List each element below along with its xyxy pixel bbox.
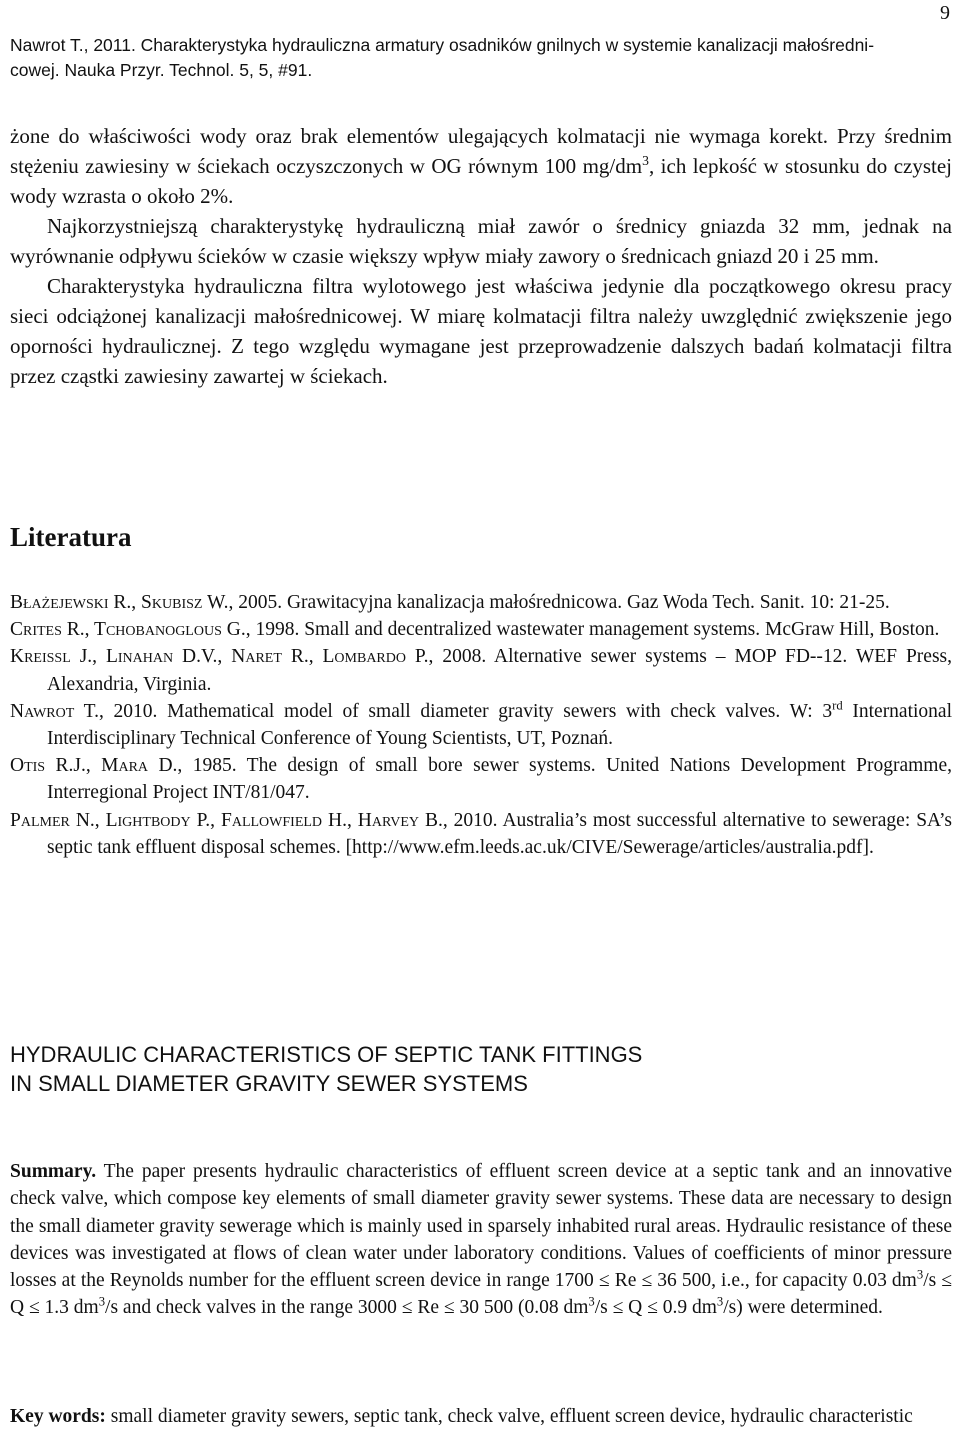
keywords: Key words: small diameter gravity sewers, septic tank, check valve, effluent screen device, hydraulic characteristic [10,1406,913,1427]
literature-heading: Literatura [10,522,132,552]
page-number: 9 [940,2,950,24]
reference-item: Otis R.J., Mara D., 1985. The design of small bore sewer systems. United Nations Development Programme, Interregional Project INT/81/047. [10,755,952,804]
summary-label: Summary. [10,1161,97,1182]
english-title-line-1: HYDRAULIC CHARACTERISTICS OF SEPTIC TANK FITTINGS [10,1042,643,1067]
keywords-label: Key words: [10,1406,106,1427]
reference-item: Kreissl J., Linahan D.V., Naret R., Lombardo P., 2008. Alternative sewer systems – MOP FD--12. WEF Press, Alexandria, Virginia. [10,646,952,695]
summary: Summary. The paper presents hydraulic characteristics of effluent screen device at a septic tank and an innovative check valve, which compose key elements of small diameter gravity sewer systems. These data are necessary to design the small diameter gravity sewerage which is mainly used in sparsely inhabited rural areas. Hydraulic resistance of these devices was investigated at flows of clean water under laboratory conditions. Values of coefficients of minor pressure losses at the Reynolds number for the effluent screen device in range 1700 ≤ Re ≤ 36 500, i.e., for capacity 0.03 $dm^3/s \le Q \le 1.3$ $dm^3/s$ and check valves in the range 3000 ≤ Re ≤ 30 500 (0.08 $dm^3/s \le Q \le 0.9$ $dm^3/s$) were determined. [10,1161,952,1319]
reference-item: Crites R., Tchobanoglous G., 1998. Small and decentralized wastewater management systems. McGraw Hill, Boston. [10,619,940,641]
reference-item: Nawrot T., 2010. Mathematical model of small diameter gravity sewers with check valves. W: 3rd International Interdisciplinary Technical Conference of Young Scientists, UT, Poznań. [10,698,952,750]
header-line-1: Nawrot T., 2011. Charakterystyka hydrauliczna armatury osadników gnilnych w systemie kanalizacji małośredni- [10,35,875,55]
paragraph-1: żone do właściwości wody oraz brak elementów ulegających kolmatacji nie wymaga korekt. Przy średnim stężeniu zawiesiny w ściekach oczyszczonych w OG równym 100 $mg/dm^3$, ich lepkość w stosunku do czystej wody wzrasta o około 2%. [10,124,952,208]
reference-item: Błażejewski R., Skubisz W., 2005. Grawitacyjna kanalizacja małośrednicowa. Gaz Woda Tech. Sanit. 10: 21-25. [10,592,890,613]
reference-list [10,589,952,861]
running-header [10,33,950,83]
body-text [10,121,952,391]
header-line-2: cowej. Nauka Przyr. Technol. 5, 5, #91. [10,60,313,80]
paragraph-3: Charakterystyka hydrauliczna filtra wylotowego jest właściwa jedynie dla początkowego okresu pracy sieci odciążonej kanalizacji małośrednicowej. W miarę kolmatacji filtra należy uwzględnić zwiększenie jego oporności hydraulicznej. Z tego względu wymagane jest przeprowadzenie dalszych badań kolmatacji filtra przez cząstki zawiesiny zawartej w ściekach. [10,274,952,388]
paragraph-2: Najkorzystniejszą charakterystykę hydrauliczną miał zawór o średnicy gniazda 32 mm, jednak na wyrównanie odpływu ścieków w czasie większy wpływ miały zawory o średnicach gniazd 20 i 25 mm. [10,214,952,268]
reference-item: Palmer N., Lightbody P., Fallowfield H., Harvey B., 2010. Australia’s most successful alternative to sewerage: SA’s septic tank effluent disposal schemes. [http://www.efm.leeds.ac.uk/CIVE/Sewerage/articles/australia.pdf]. [10,809,952,858]
english-title [10,1040,642,1098]
english-title-line-2: IN SMALL DIAMETER GRAVITY SEWER SYSTEMS [10,1071,528,1096]
